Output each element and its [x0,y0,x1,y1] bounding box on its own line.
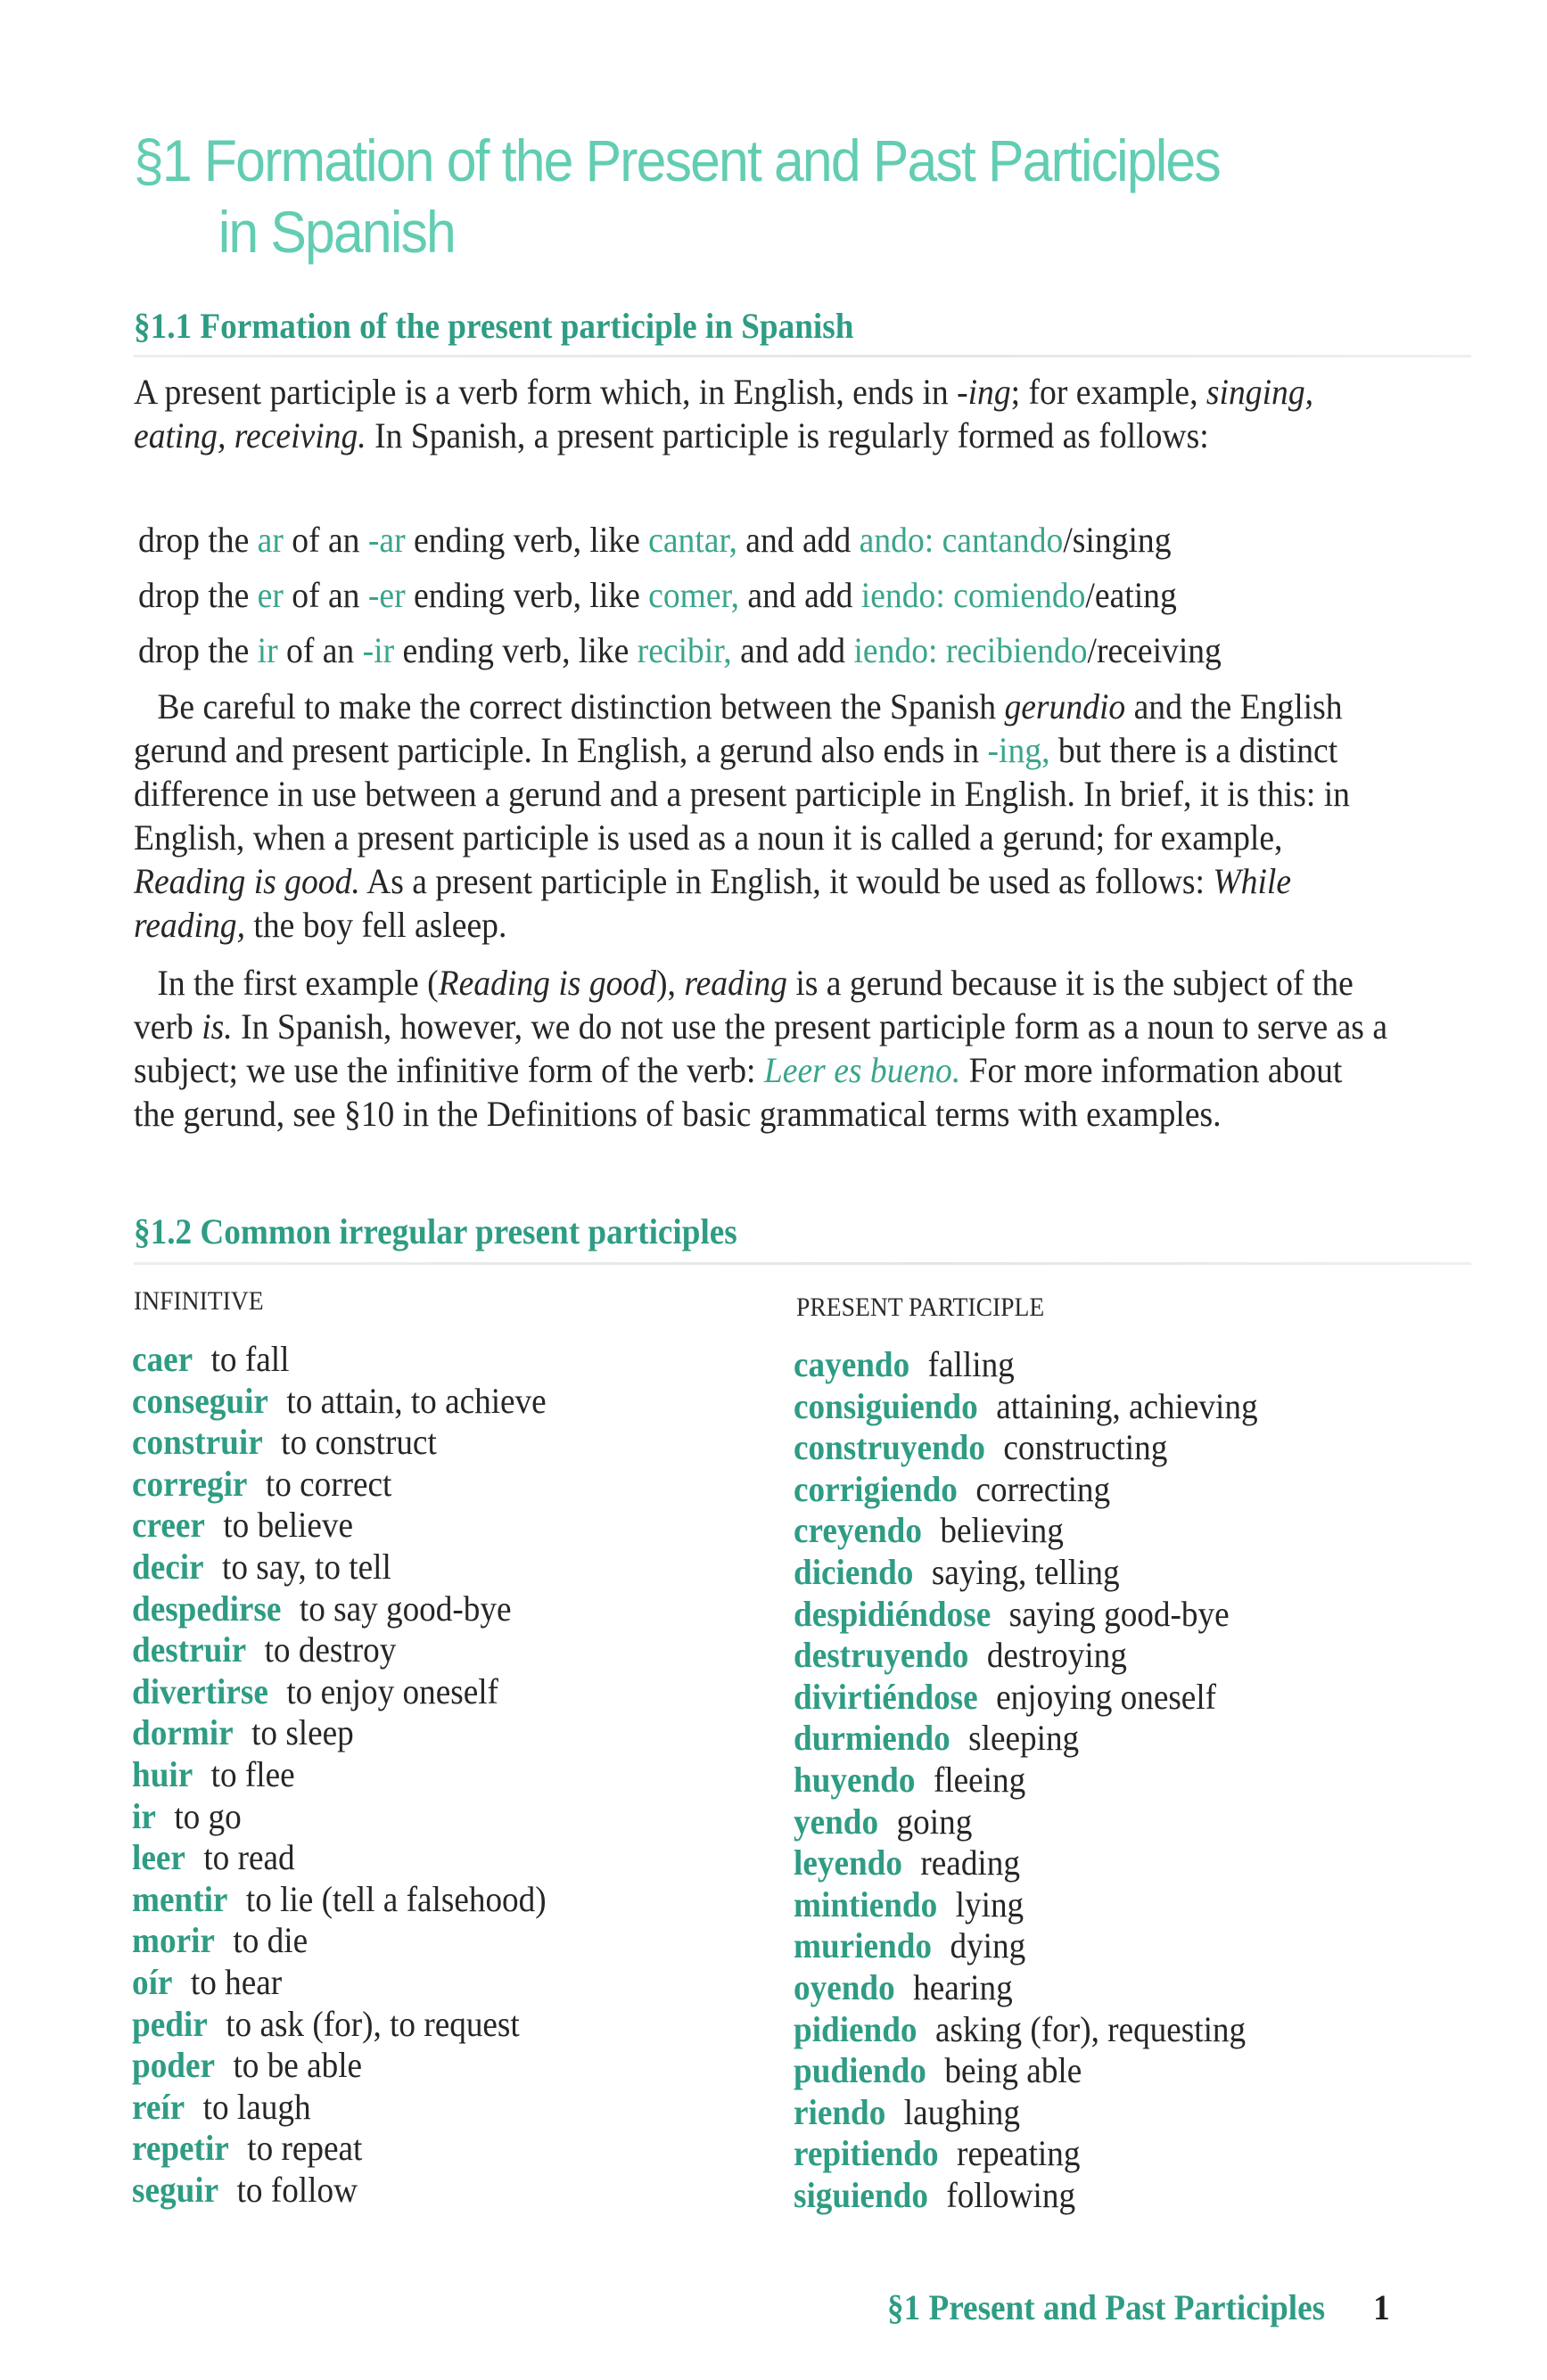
english-gloss: believing [940,1510,1064,1551]
spanish-participle: mintiendo [794,1883,938,1925]
english-gloss: sleeping [968,1718,1080,1759]
formation-rules [138,513,1222,678]
english-gloss: lying [955,1883,1024,1925]
english-gloss: laughing [903,2091,1020,2132]
rule-text: drop the [138,575,258,615]
page-footer [887,2286,1390,2328]
chapter-title-line-1: §1 Formation of the Present and Past Participles [134,127,1220,193]
list-item [132,2128,547,2170]
spanish-verb: dormir [132,1712,234,1753]
spanish-verb: repetir [132,2128,229,2169]
rule-suffix: iendo: [853,630,938,670]
english-gloss: to read [203,1837,295,1878]
infinitive-list [132,1339,547,2211]
infinitive-column-header: INFINITIVE [134,1286,264,1316]
list-item [132,1920,547,1962]
spanish-participle: yendo [794,1801,879,1842]
english-gloss: fleeing [933,1759,1026,1800]
spanish-verb: creer [132,1505,205,1546]
spanish-participle: pidiendo [794,2008,918,2049]
english-gloss: saying good-bye [1008,1593,1230,1634]
english-gloss: to repeat [247,2128,363,2169]
english-gloss: to laugh [202,2086,311,2127]
spanish-verb: ir [132,1795,156,1836]
example-paragraph [134,961,1391,1136]
spanish-verb: despedirse [132,1588,282,1629]
list-item [132,1754,547,1796]
rule-suffix: iendo: [860,575,945,615]
caution-text: Be careful to make the correct distinction between the Spanish [157,686,1005,726]
spanish-participle: destruyendo [794,1635,969,1676]
rule-verb-type: -er [367,575,406,615]
spanish-participle: huyendo [794,1759,916,1800]
intro-ing-italic: -ing [957,372,1011,412]
list-item [132,1588,547,1630]
list-item [132,1422,547,1464]
list-item [132,1464,547,1506]
rule-ending: ar [257,520,284,560]
rule-suffix: ando: [859,520,934,560]
ing-highlight: -ing, [987,730,1050,770]
english-gloss: to correct [265,1463,392,1504]
spanish-participle: cayendo [794,1344,910,1384]
spanish-verb: huir [132,1753,193,1794]
english-gloss: to hear [190,1961,283,2002]
english-gloss: to follow [236,2169,358,2210]
caution-text: and the English gerund and present participle. In English, a gerund also ends in [134,686,1343,770]
participle-column-header: PRESENT PARTICIPLE [796,1293,1045,1322]
english-gloss: to enjoy oneself [286,1670,498,1711]
list-item [794,2092,1258,2134]
example-text: is a gerund because it is the subject of the verb [134,963,1354,1046]
example-italic: reading [684,963,787,1003]
spanish-participle: pudiendo [794,2050,926,2091]
list-item [794,1925,1258,1967]
list-item [794,1427,1258,1469]
spanish-verb: construir [132,1422,263,1463]
spanish-verb: caer [132,1339,193,1379]
section-1-1-divider [134,355,1471,357]
spanish-participle: construyendo [794,1427,985,1468]
list-item [132,1837,547,1879]
caution-text: As a present participle in English, it would be used as follows: [359,861,1214,901]
list-item [794,2133,1258,2175]
list-item [794,1967,1258,2009]
spanish-verb: reír [132,2086,185,2127]
spanish-verb: corregir [132,1463,248,1504]
list-item [132,1629,547,1671]
english-gloss: enjoying oneself [996,1676,1217,1717]
list-item [794,1552,1258,1594]
list-item [794,1386,1258,1428]
page-number: 1 [1373,2287,1390,2327]
english-gloss: falling [927,1344,1015,1384]
english-gloss: to fall [210,1339,290,1379]
spanish-participle: diciendo [794,1551,914,1592]
rule-ir [138,623,1222,678]
english-gloss: asking (for), requesting [935,2008,1247,2049]
english-gloss: to believe [223,1505,353,1546]
spanish-participle: creyendo [794,1510,922,1551]
rule-verb-type: -ar [367,520,406,560]
list-item [132,1339,547,1381]
running-head: §1 Present and Past Participles [887,2287,1326,2327]
english-gloss: to say good-bye [299,1588,512,1629]
rule-text: and add [731,630,854,670]
english-gloss: to sleep [251,1712,354,1753]
list-item [794,1760,1258,1801]
english-gloss: repeating [957,2133,1081,2174]
intro-text: ; for example, [1010,372,1206,412]
rule-gloss: /singing [1063,520,1172,560]
english-gloss: to ask (for), to request [226,2003,520,2044]
list-item [794,1594,1258,1636]
example-text: For more information about the gerund, see §10 in the Definitions of basic grammatical terms with examples. [134,1050,1343,1134]
english-gloss: correcting [975,1468,1111,1509]
spanish-verb: leer [132,1837,185,1878]
intro-examples-italic: singing, eating, receiving. [134,372,1314,455]
english-gloss: reading [920,1842,1020,1883]
spanish-verb: mentir [132,1878,228,1919]
spanish-participle: riendo [794,2091,886,2132]
english-gloss: following [946,2174,1076,2215]
rule-ending: ir [257,630,278,670]
spanish-example-italic: Leer es bueno. [763,1050,961,1090]
rule-text: drop the [138,630,258,670]
english-gloss: to flee [210,1753,295,1794]
rule-text: of an [277,630,363,670]
rule-result: recibiendo [945,630,1088,670]
section-1-1-heading: §1.1 Formation of the present participle in Spanish [134,306,854,346]
rule-example-verb: cantar, [648,520,737,560]
gerund-caution-paragraph [134,685,1391,947]
english-gloss: to construct [281,1422,437,1463]
list-item [132,2004,547,2046]
english-gloss: to say, to tell [222,1546,391,1587]
spanish-verb: poder [132,2045,215,2086]
english-gloss: to lie (tell a falsehood) [245,1878,547,1919]
list-item [794,1344,1258,1386]
spanish-verb: destruir [132,1629,247,1670]
list-item [794,2175,1258,2217]
rule-example-verb: recibir, [637,630,732,670]
list-item [132,2045,547,2087]
english-gloss: constructing [1003,1427,1168,1468]
list-item [794,1801,1258,1843]
rule-text: drop the [138,520,258,560]
example-text: ), [656,963,685,1003]
list-item [132,1712,547,1754]
intro-text: In Spanish, a present participle is regularly formed as follows: [366,415,1209,455]
list-item [794,1510,1258,1552]
list-item [132,1547,547,1588]
english-gloss: to go [174,1795,242,1836]
rule-example-verb: comer, [648,575,739,615]
rule-er [138,568,1222,623]
chapter-title-line-2: in Spanish [218,199,455,265]
english-gloss: going [896,1801,973,1842]
english-gloss: to attain, to achieve [286,1380,547,1421]
list-item [132,1505,547,1547]
spanish-participle: divirtiéndose [794,1676,978,1717]
list-item [132,1962,547,2004]
spanish-verb: oír [132,1961,173,2002]
list-item [794,2050,1258,2092]
rule-text: of an [283,520,368,560]
list-item [794,1718,1258,1760]
section-1-2-divider [134,1262,1471,1265]
list-item [132,1879,547,1921]
spanish-participle: consiguiendo [794,1385,978,1426]
example-italic: While reading, [134,861,1292,945]
english-gloss: hearing [913,1966,1013,2007]
rule-text: of an [283,575,368,615]
rule-ar [138,513,1222,568]
caution-text: the boy fell asleep. [244,905,507,945]
spanish-participle: leyendo [794,1842,902,1883]
list-item [794,1677,1258,1719]
rule-text: and add [736,520,860,560]
example-italic: is. [202,1006,233,1046]
rule-gloss: /eating [1085,575,1177,615]
rule-verb-type: -ir [362,630,395,670]
rule-ending: er [257,575,284,615]
spanish-participle: durmiendo [794,1718,950,1759]
spanish-verb: divertirse [132,1670,268,1711]
list-item [794,1469,1258,1511]
example-text: In the first example ( [157,963,439,1003]
english-gloss: to destroy [264,1629,397,1670]
intro-text: A present participle is a verb form which, in English, ends in [134,372,958,412]
rule-text: ending verb, like [405,520,649,560]
spanish-participle: oyendo [794,1966,895,2007]
example-italic: Reading is good. [134,861,360,901]
gerundio-italic: gerundio [1004,686,1126,726]
spanish-verb: pedir [132,2003,208,2044]
section-1-2-heading: §1.2 Common irregular present participles [134,1211,737,1252]
rule-text: and add [738,575,861,615]
spanish-participle: corrigiendo [794,1468,958,1509]
caution-text: but there is a distinct difference in use between a gerund and a present participle in English. In brief, it is this: in English, when a present participle is used as a noun it is called a gerund; for example, [134,730,1350,858]
spanish-participle: repitiendo [794,2133,939,2174]
spanish-verb: decir [132,1546,204,1587]
list-item [132,2170,547,2212]
example-text: In Spanish, however, we do not use the present participle form as a noun to serve as a subject; we use the infinitive form of the verb: [134,1006,1388,1090]
english-gloss: being able [944,2050,1082,2091]
list-item [132,1381,547,1423]
spanish-verb: conseguir [132,1380,268,1421]
list-item [132,1671,547,1713]
present-participle-list [794,1344,1258,2216]
chapter-title [134,125,1487,267]
english-gloss: to be able [233,2045,363,2086]
spanish-verb: morir [132,1920,215,1961]
list-item [132,1796,547,1838]
english-gloss: destroying [986,1635,1127,1676]
spanish-participle: siguiendo [794,2174,928,2215]
list-item [794,1884,1258,1926]
spanish-participle: muriendo [794,1925,933,1966]
list-item [132,2087,547,2129]
intro-paragraph [134,370,1391,457]
rule-gloss: /receiving [1087,630,1222,670]
example-italic: Reading is good [438,963,657,1003]
rule-text: ending verb, like [394,630,638,670]
list-item [794,2009,1258,2051]
english-gloss: dying [950,1925,1026,1966]
rule-text: ending verb, like [405,575,649,615]
rule-result: comiendo [953,575,1086,615]
rule-result: cantando [942,520,1064,560]
english-gloss: to die [233,1920,309,1961]
spanish-verb: seguir [132,2169,219,2210]
list-item [794,1842,1258,1884]
english-gloss: saying, telling [931,1551,1120,1592]
spanish-participle: despidiéndose [794,1593,992,1634]
list-item [794,1635,1258,1677]
english-gloss: attaining, achieving [996,1385,1258,1426]
